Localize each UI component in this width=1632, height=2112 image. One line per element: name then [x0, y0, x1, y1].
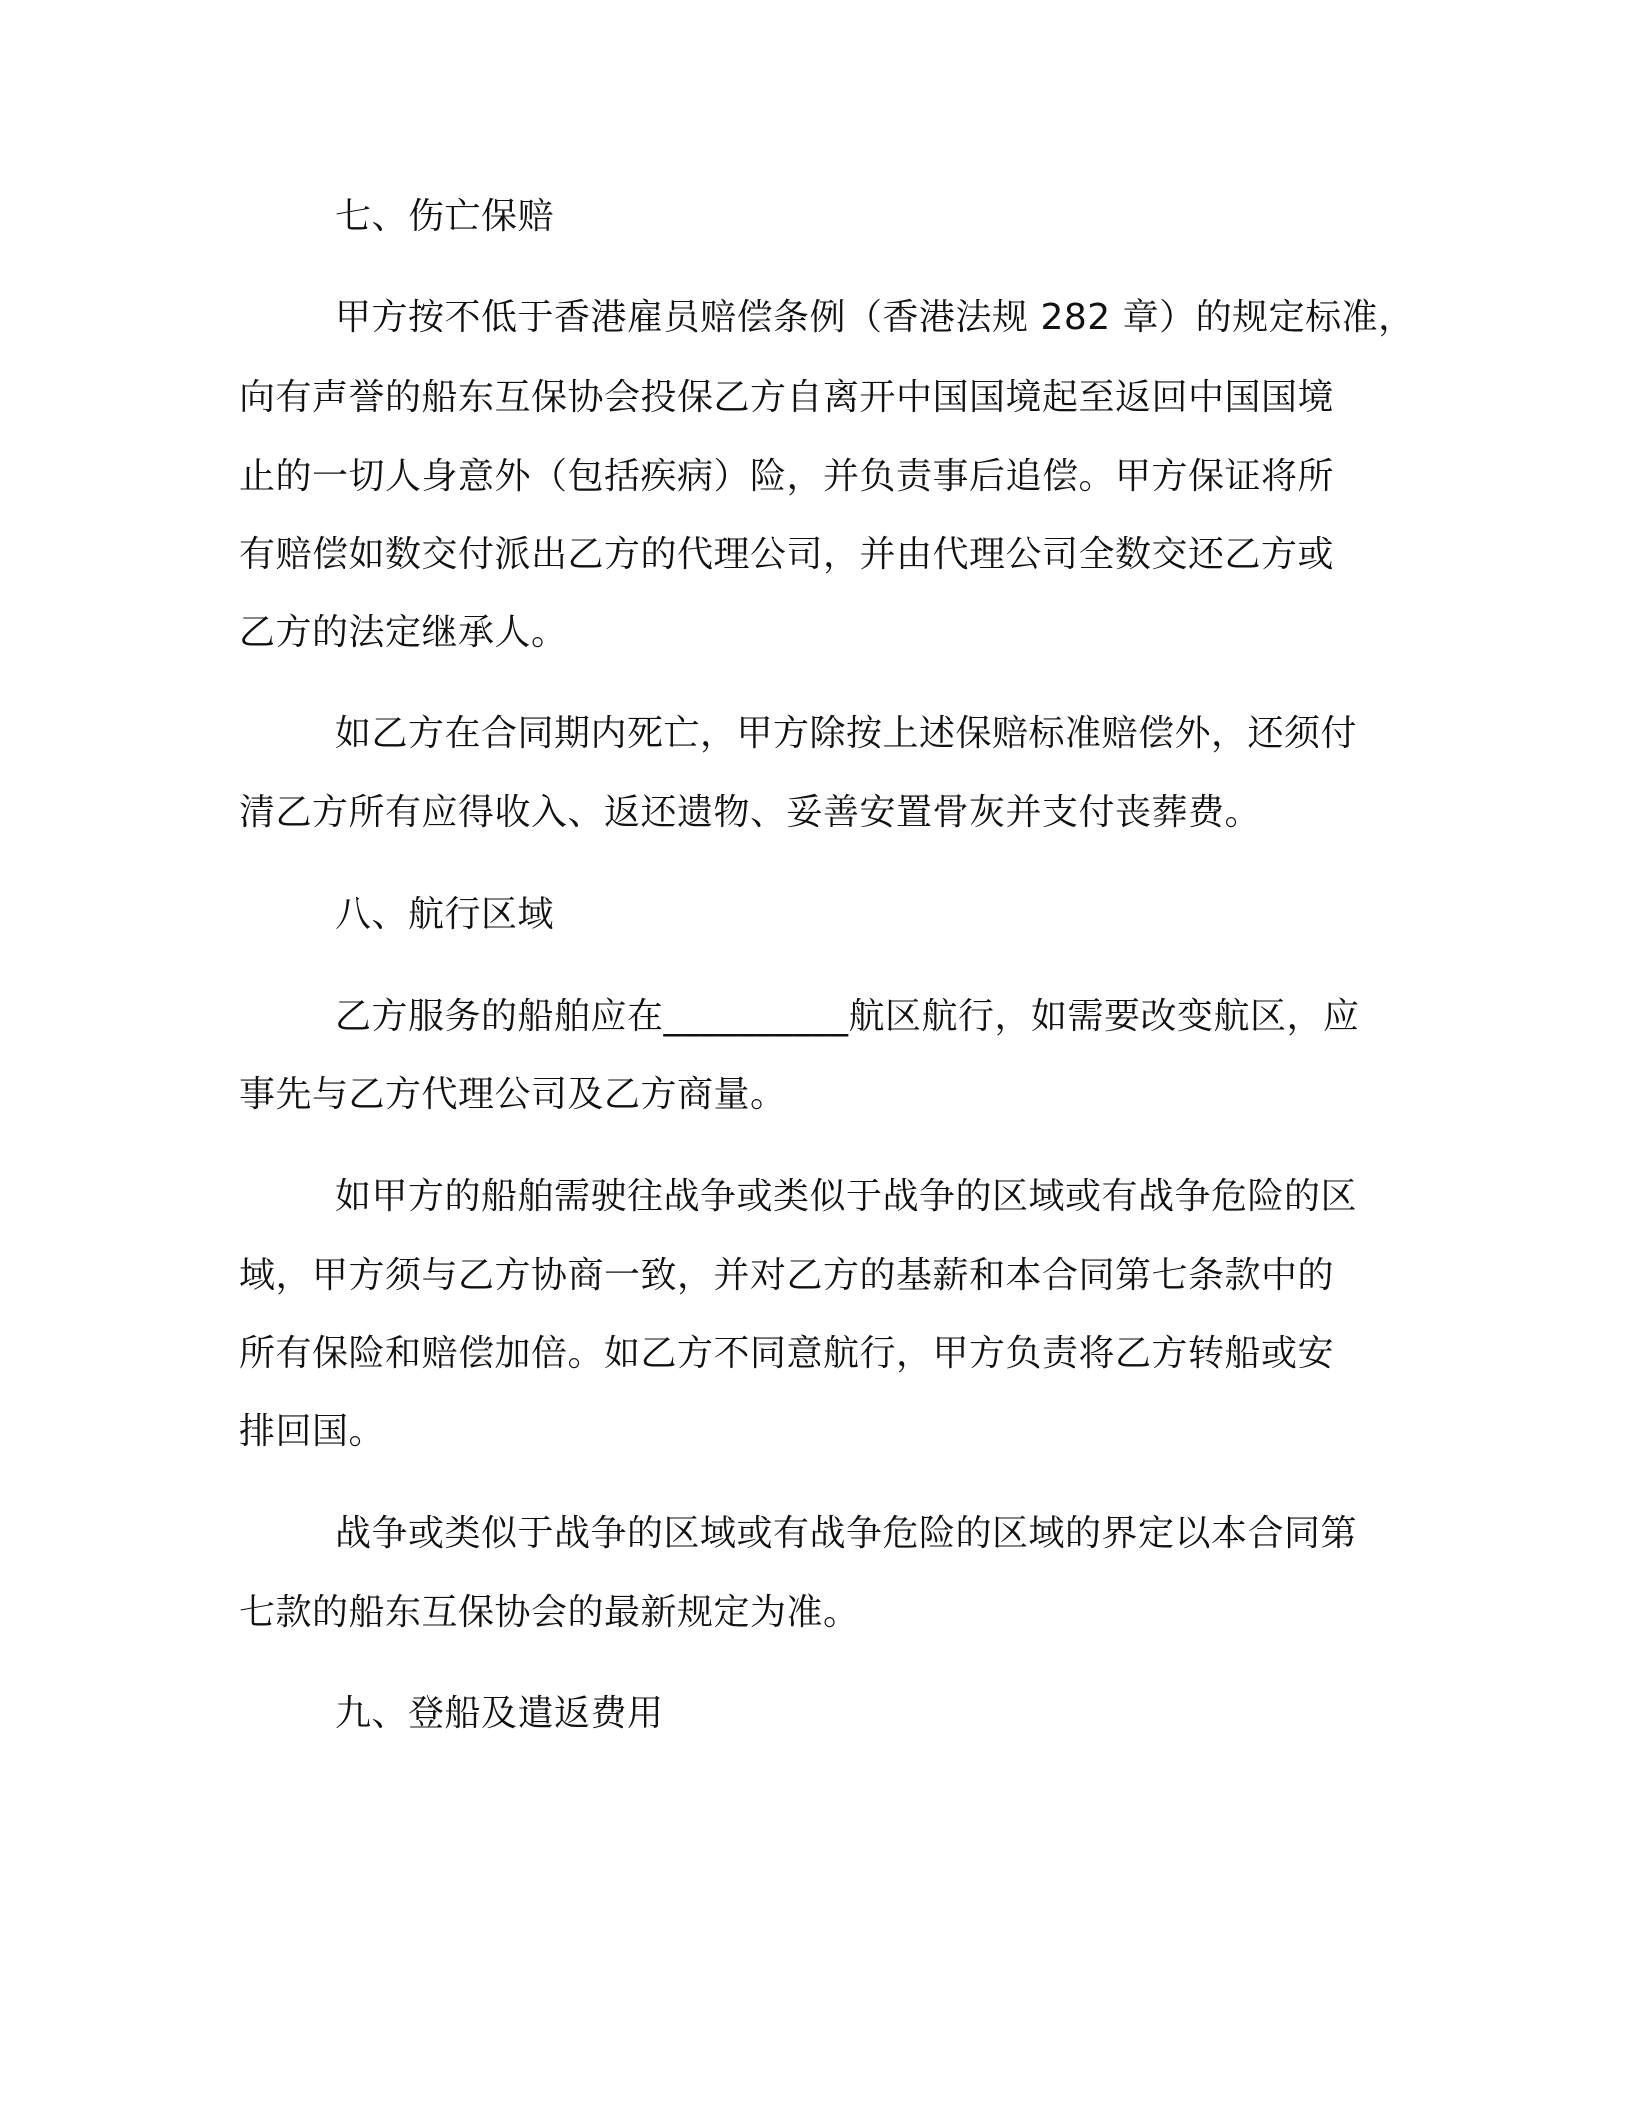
section-8-para-1-line-1: 乙方服务的船舶应在__________航区航行，如需要改变航区，应	[335, 996, 1360, 1037]
section-8-para-2-line-1: 如甲方的船舶需驶往战争或类似于战争的区域或有战争危险的区	[335, 1176, 1358, 1217]
section-8-para-1-line-2: 事先与乙方代理公司及乙方商量。	[239, 1074, 787, 1115]
section-8-para-2-line-2: 域，甲方须与乙方协商一致，并对乙方的基薪和本合同第七条款中的	[239, 1255, 1335, 1296]
section-7-para-1-line-5: 乙方的法定继承人。	[239, 612, 568, 653]
section-8-para-3-line-1: 战争或类似于战争的区域或有战争危险的区域的界定以本合同第	[335, 1513, 1358, 1554]
section-7-para-1-line-3: 止的一切人身意外（包括疾病）险，并负责事后追偿。甲方保证将所	[239, 456, 1335, 497]
section-7-para-2-line-2: 清乙方所有应得收入、返还遗物、妥善安置骨灰并支付丧葬费。	[239, 792, 1262, 833]
section-7-para-1-line-2: 向有声誉的船东互保协会投保乙方自离开中国国境起至返回中国国境	[239, 377, 1335, 418]
section-8-para-2-line-3: 所有保险和赔偿加倍。如乙方不同意航行，甲方负责将乙方转船或安	[239, 1333, 1335, 1374]
section-7-para-2-line-1: 如乙方在合同期内死亡，甲方除按上述保赔标准赔偿外，还须付	[335, 713, 1358, 754]
section-8-para-3-line-2: 七款的船东互保协会的最新规定为准。	[239, 1592, 860, 1633]
section-7-para-1-line-4: 有赔偿如数交付派出乙方的代理公司，并由代理公司全数交还乙方或	[239, 534, 1335, 575]
section-7-para-1-line-1: 甲方按不低于香港雇员赔偿条例（香港法规 282 章）的规定标准，	[335, 297, 1415, 338]
section-8-para-2-line-4: 排回国。	[239, 1411, 386, 1452]
section-7-heading: 七、伤亡保赔	[335, 196, 555, 237]
section-9-heading: 九、登船及遣返费用	[335, 1693, 664, 1734]
section-8-heading: 八、航行区域	[335, 894, 555, 935]
